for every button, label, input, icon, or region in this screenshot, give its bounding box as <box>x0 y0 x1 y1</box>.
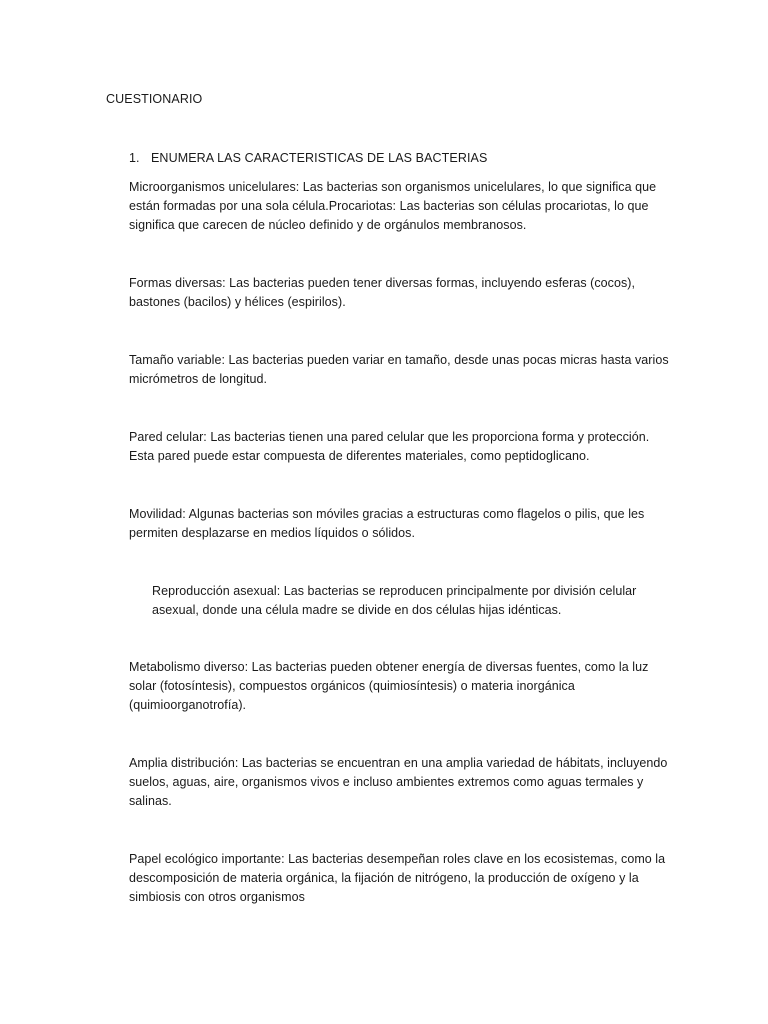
paragraph-metabolismo: Metabolismo diverso: Las bacterias pueden obtener energía de diversas fuentes, como la luz solar (fotosíntesis), compuestos orgánicos (quimiosíntesis) o materia inorgánica (quimioorganotrofía). <box>129 660 649 712</box>
paragraph-distribucion: Amplia distribución: Las bacterias se encuentran en una amplia variedad de hábitats, incluyendo suelos, aguas, aire, organismos vivos e incluso ambientes extremos como aguas termales y salinas. <box>129 756 668 808</box>
paragraph-microorganismos: Microorganismos unicelulares: Las bacterias son organismos unicelulares, lo que significa que están formadas por una sola célula.Procariotas: Las bacterias son células procariotas, lo que significa que carecen de núcleo definido y de orgánulos membranosos. <box>129 180 657 232</box>
paragraph-formas: Formas diversas: Las bacterias pueden tener diversas formas, incluyendo esferas (cocos), bastones (bacilos) y hélices (espirilos). <box>129 276 636 309</box>
paragraph-papel-ecologico: Papel ecológico importante: Las bacterias desempeñan roles clave en los ecosistemas, como la descomposición de materia orgánica, la fijación de nitrógeno, la producción de oxígeno y la simbiosis con otros organismos <box>129 852 666 904</box>
paragraph-pared-celular: Pared celular: Las bacterias tienen una pared celular que les proporciona forma y protección. Esta pared puede estar compuesta de diferentes materiales, como peptidoglicano. <box>129 430 650 463</box>
page-title: CUESTIONARIO <box>106 92 203 106</box>
paragraph-movilidad: Movilidad: Algunas bacterias son móviles gracias a estructuras como flagelos o pilis, que les permiten desplazarse en medios líquidos o sólidos. <box>129 507 645 540</box>
question-heading <box>129 151 487 165</box>
question-text: ENUMERA LAS CARACTERISTICAS DE LAS BACTERIAS <box>151 151 488 165</box>
question-number: 1. <box>129 151 140 165</box>
paragraph-reproduccion: Reproducción asexual: Las bacterias se reproducen principalmente por división celular asexual, donde una célula madre se divide en dos células hijas idénticas. <box>152 584 637 617</box>
paragraph-tamano: Tamaño variable: Las bacterias pueden variar en tamaño, desde unas pocas micras hasta varios micrómetros de longitud. <box>129 353 669 386</box>
